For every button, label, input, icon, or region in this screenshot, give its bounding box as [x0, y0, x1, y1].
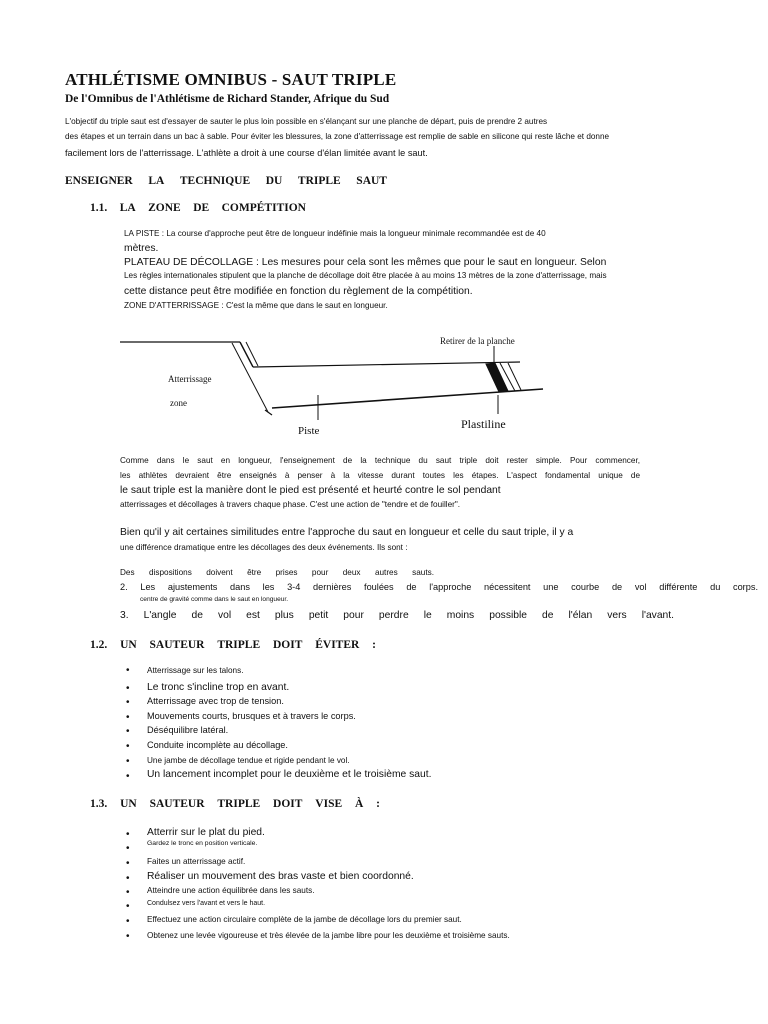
section-heading-1-3: [90, 798, 380, 810]
slope-line-inner: [246, 342, 258, 366]
heading-word: ÉVITER: [315, 639, 360, 651]
technique-line-3: le saut triple est la manière dont le pied est présenté et heurté contre le sol pendant: [120, 485, 501, 496]
list-item: Atterrissage sur les talons.: [147, 666, 244, 675]
heading-word: LA: [119, 202, 136, 214]
bullet-icon: •: [126, 771, 130, 782]
bullet-icon: •: [126, 901, 130, 912]
similarity-line-1: Bien qu'il y ait certaines similitudes entre l'approche du saut en longueur et celle du saut triple, il y a: [120, 527, 574, 538]
list-item: Le tronc s'incline trop en avant.: [147, 682, 290, 693]
take-off-board: [486, 363, 508, 392]
heading-word: ENSEIGNER: [65, 175, 133, 187]
bullet-icon: •: [126, 829, 130, 840]
board-edge-line-2: [508, 363, 521, 390]
list-item: Conduite incomplète au décollage.: [147, 740, 288, 750]
list-item: Faites un atterrissage actif.: [147, 857, 246, 866]
list-item: Déséquilibre latéral.: [147, 725, 229, 735]
list-item: Obtenez une levée vigoureuse et très élevée de la jambe libre pour les deuxième et troisième sauts.: [147, 931, 510, 940]
bullet-icon: •: [126, 726, 130, 737]
heading-word: TRIPLE: [217, 798, 261, 810]
list-item: Atterrir sur le plat du pied.: [147, 827, 265, 838]
heading-word: ZONE: [148, 202, 181, 214]
label-take-off-board: Retirer de la planche: [440, 336, 515, 346]
heading-word: TRIPLE: [297, 175, 341, 187]
zone-landing-line: ZONE D'ATTERRISSAGE : C'est la même que dans le saut en longueur.: [124, 301, 388, 310]
list-item: Atteindre une action équilibrée dans les sauts.: [147, 886, 315, 895]
intro-line-3: facilement lors de l'atterrissage. L'athlète a droit à une course d'élan limitée avant le saut.: [65, 148, 428, 158]
zone-piste-line: LA PISTE : La course d'approche peut être de longueur indéfinie mais la longueur minimale recommandée est de 40: [124, 229, 546, 238]
heading-word: DE: [193, 202, 210, 214]
heading-word: DOIT: [272, 639, 303, 651]
list-item: Effectuez une action circulaire complète de la jambe de décollage lors du premier saut.: [147, 915, 462, 924]
heading-word: SAUT: [356, 175, 387, 187]
heading-word: À: [355, 798, 364, 810]
technique-line-2: les athlètes devraient être enseignés à penser à la vitesse durant toutes les étapes. L'aspect fondamental unique de: [120, 471, 640, 480]
list-item: Un lancement incomplet pour le deuxième et le troisième saut.: [147, 769, 432, 780]
bullet-icon: •: [126, 843, 130, 854]
intro-line-1: L'objectif du triple saut est d'essayer de sauter le plus loin possible en s'élançant sur une planche de départ, puis de prendre 2 autres: [65, 117, 548, 126]
heading-word: SAUTEUR: [149, 639, 205, 651]
heading-word: SAUTEUR: [149, 798, 205, 810]
technique-line-1: Comme dans le saut en longueur, l'enseignement de la technique du saut triple doit rester simple. Pour commencer,: [120, 456, 640, 465]
label-landing-1: Atterrissage: [168, 374, 212, 384]
point-2: 2. Les ajustements dans les 3-4 dernières foulées de l'approche nécessitent une courbe de vol différente du corps.: [120, 582, 758, 592]
bullet-icon: •: [126, 683, 130, 694]
heading-word: TRIPLE: [217, 639, 261, 651]
heading-word: UN: [120, 798, 137, 810]
heading-word: UN: [120, 639, 137, 651]
bullet-icon: •: [126, 665, 130, 676]
section-heading-1-2: [90, 639, 376, 651]
point-1: Des dispositions doivent être prises pour deux autres sauts.: [120, 568, 434, 577]
zone-piste-cont: mètres.: [124, 243, 159, 254]
heading-number: 1.2.: [90, 639, 108, 651]
list-item: Atterrissage avec trop de tension.: [147, 696, 284, 706]
bullet-icon: •: [126, 916, 130, 927]
list-item: Une jambe de décollage tendue et rigide pendant le vol.: [147, 756, 350, 765]
similarity-line-2: une différence dramatique entre les décollages des deux événements. Ils sont :: [120, 543, 408, 552]
list-item: Gardez le tronc en position verticale.: [147, 840, 258, 847]
landing-corner: [265, 410, 272, 415]
list-item: Condulsez vers l'avant et vers le haut.: [147, 900, 266, 907]
heading-word: COMPÉTITION: [221, 202, 306, 214]
list-item: Réaliser un mouvement des bras vaste et bien coordonné.: [147, 871, 414, 882]
zone-plateau-line: PLATEAU DE DÉCOLLAGE : Les mesures pour cela sont les mêmes que pour le saut en longueur. Selon: [124, 257, 607, 268]
heading-word: DU: [265, 175, 283, 187]
intro-line-2: des étapes et un terrain dans un bac à sable. Pour éviter les blessures, la zone d'atterrissage est remplie de sable en silicone qui reste lâche et donne: [65, 132, 610, 141]
heading-word: TECHNIQUE: [179, 175, 251, 187]
label-track: Piste: [298, 425, 320, 437]
heading-word: :: [372, 639, 376, 651]
upper-track-line: [253, 362, 520, 367]
zone-rules-line: Les règles internationales stipulent que la planche de décollage doit être placée à au moins 13 mètres de la zone d'atterrissage, mais: [124, 271, 607, 280]
bullet-icon: •: [126, 931, 130, 942]
bullet-icon: •: [126, 756, 130, 767]
bullet-icon: •: [126, 858, 130, 869]
point-2-cont: centre de gravité comme dans le saut en longueur.: [140, 596, 289, 603]
list-item: Mouvements courts, brusques et à travers le corps.: [147, 711, 356, 721]
point-3: 3. L'angle de vol est plus petit pour perdre le moins possible de l'élan vers l'avant.: [120, 610, 674, 621]
heading-word: LA: [148, 175, 165, 187]
bullet-icon: •: [126, 697, 130, 708]
label-landing-2: zone: [170, 398, 187, 408]
technique-line-4: atterrissages et décollages à travers chaque phase. C'est une action de "tendre et de fouiller".: [120, 500, 461, 509]
page-subtitle: De l'Omnibus de l'Athlétisme de Richard Stander, Afrique du Sud: [65, 93, 390, 105]
heading-word: DOIT: [273, 798, 303, 810]
zone-distance-line: cette distance peut être modifiée en fonction du règlement de la compétition.: [124, 286, 473, 297]
bullet-icon: •: [126, 873, 130, 884]
heading-word: VISE: [315, 798, 343, 810]
heading-number: 1.3.: [90, 798, 108, 810]
label-plasticine: Plastiline: [461, 417, 506, 431]
page-title: ATHLÉTISME OMNIBUS - SAUT TRIPLE: [65, 70, 397, 89]
slope-line: [240, 342, 253, 367]
bullet-icon: •: [126, 887, 130, 898]
bullet-icon: •: [126, 741, 130, 752]
landing-edge-line: [232, 343, 268, 412]
heading-number: 1.1.: [90, 202, 108, 214]
heading-word: :: [376, 798, 380, 810]
bullet-icon: •: [126, 712, 130, 723]
